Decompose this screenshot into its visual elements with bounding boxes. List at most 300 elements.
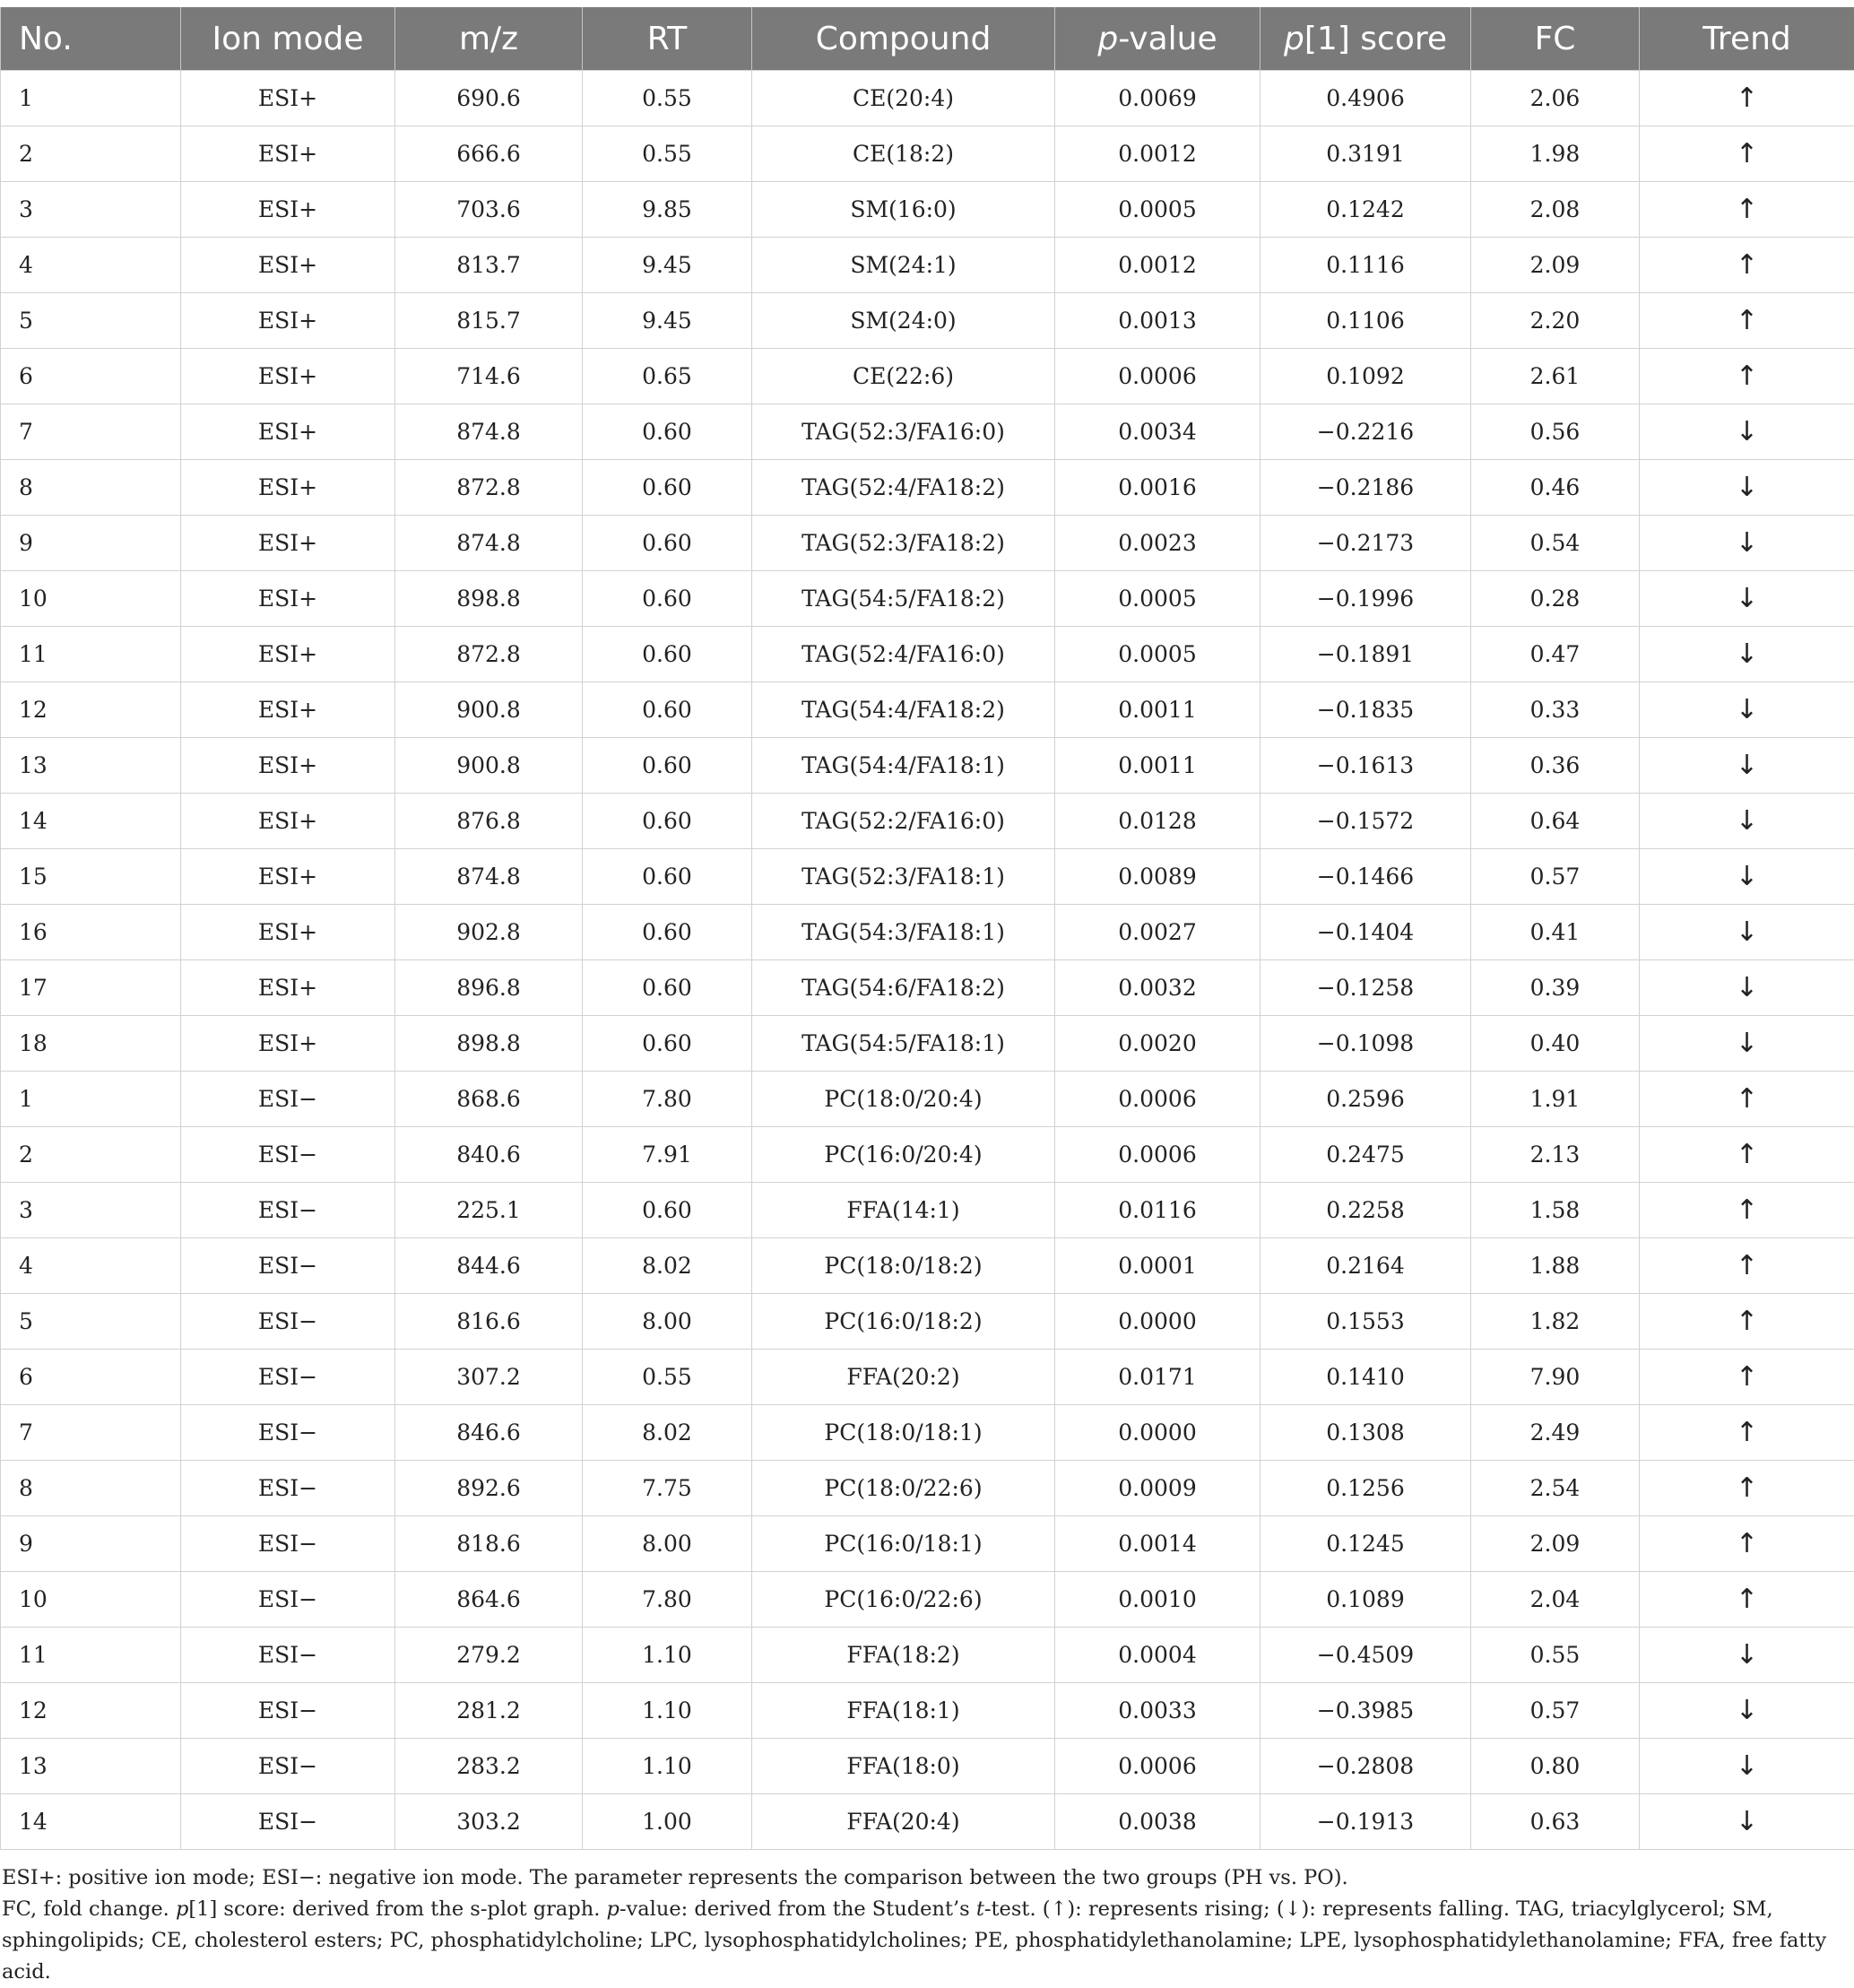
cell-p-value: 0.0004 [1055, 1628, 1261, 1683]
cell-ion-mode: ESI+ [181, 460, 395, 516]
cell-trend: ↓ [1640, 849, 1854, 905]
cell-p-value: 0.0116 [1055, 1183, 1261, 1238]
cell-fc: 2.61 [1471, 349, 1640, 404]
cell-fc: 2.08 [1471, 182, 1640, 238]
cell-no: 14 [1, 794, 181, 849]
table-row [1, 182, 1854, 238]
cell-p1-score: −0.2808 [1261, 1739, 1471, 1794]
col-header-compound: Compound [752, 7, 1055, 71]
cell-ion-mode: ESI− [181, 1572, 395, 1628]
cell-p1-score: −0.4509 [1261, 1628, 1471, 1683]
cell-fc: 0.64 [1471, 794, 1640, 849]
table-row [1, 71, 1854, 126]
cell-mz: 690.6 [395, 71, 583, 126]
cell-mz: 898.8 [395, 571, 583, 627]
cell-compound: TAG(54:5/FA18:2) [752, 571, 1055, 627]
cell-no: 17 [1, 960, 181, 1016]
cell-rt: 9.45 [583, 238, 752, 293]
col-header-rt: RT [583, 7, 752, 71]
table-row [1, 794, 1854, 849]
cell-no: 5 [1, 293, 181, 349]
cell-rt: 8.02 [583, 1405, 752, 1461]
footnote-text: [1] score: derived from the s-plot graph. [188, 1897, 606, 1921]
cell-compound: TAG(52:4/FA18:2) [752, 460, 1055, 516]
cell-ion-mode: ESI− [181, 1683, 395, 1739]
cell-rt: 0.65 [583, 349, 752, 404]
p-italic: p [1097, 21, 1118, 57]
footnote-text: -test. (↑): represents rising; (↓): represents falling. TAG, triacylglycerol; SM, sphingolipids; CE, cholesterol esters; PC, phosphatidylcholine; LPC, lysophosphatidylcholines; PE, phosphatidylethanolamine; LPE, lysophosphatidylethanolamine; FFA, free fatty acid. [2, 1897, 1826, 1984]
cell-ion-mode: ESI+ [181, 293, 395, 349]
cell-p1-score: 0.3191 [1261, 126, 1471, 182]
cell-mz: 896.8 [395, 960, 583, 1016]
cell-p-value: 0.0005 [1055, 627, 1261, 682]
cell-rt: 0.60 [583, 1183, 752, 1238]
cell-mz: 898.8 [395, 1016, 583, 1072]
cell-trend: ↓ [1640, 738, 1854, 794]
cell-mz: 703.6 [395, 182, 583, 238]
cell-fc: 0.55 [1471, 1628, 1640, 1683]
cell-fc: 2.06 [1471, 71, 1640, 126]
cell-mz: 902.8 [395, 905, 583, 960]
cell-p-value: 0.0128 [1055, 794, 1261, 849]
cell-compound: CE(18:2) [752, 126, 1055, 182]
table-row [1, 849, 1854, 905]
cell-ion-mode: ESI+ [181, 71, 395, 126]
cell-mz: 840.6 [395, 1127, 583, 1183]
col-header-mz: m/z [395, 7, 583, 71]
cell-trend: ↓ [1640, 1016, 1854, 1072]
cell-fc: 0.56 [1471, 404, 1640, 460]
table-row [1, 349, 1854, 404]
lipid-table [0, 7, 1854, 1850]
table-row [1, 460, 1854, 516]
cell-p-value: 0.0027 [1055, 905, 1261, 960]
cell-no: 3 [1, 1183, 181, 1238]
cell-compound: CE(22:6) [752, 349, 1055, 404]
table-header [1, 7, 1854, 71]
cell-p1-score: −0.1835 [1261, 682, 1471, 738]
cell-fc: 1.88 [1471, 1238, 1640, 1294]
cell-rt: 0.60 [583, 404, 752, 460]
cell-no: 3 [1, 182, 181, 238]
cell-trend: ↑ [1640, 1238, 1854, 1294]
cell-trend: ↑ [1640, 1572, 1854, 1628]
cell-compound: PC(18:0/18:1) [752, 1405, 1055, 1461]
cell-no: 1 [1, 71, 181, 126]
cell-compound: TAG(52:2/FA16:0) [752, 794, 1055, 849]
cell-fc: 0.57 [1471, 849, 1640, 905]
cell-compound: PC(16:0/18:2) [752, 1294, 1055, 1350]
cell-compound: FFA(14:1) [752, 1183, 1055, 1238]
cell-trend: ↑ [1640, 1183, 1854, 1238]
cell-ion-mode: ESI− [181, 1183, 395, 1238]
col-header-trend: Trend [1640, 7, 1854, 71]
cell-ion-mode: ESI− [181, 1350, 395, 1405]
footnote-text: FC, fold change. [2, 1897, 176, 1921]
cell-fc: 0.47 [1471, 627, 1640, 682]
cell-rt: 0.60 [583, 738, 752, 794]
cell-trend: ↑ [1640, 71, 1854, 126]
cell-no: 15 [1, 849, 181, 905]
cell-fc: 0.41 [1471, 905, 1640, 960]
cell-p-value: 0.0012 [1055, 238, 1261, 293]
table-row [1, 905, 1854, 960]
cell-ion-mode: ESI− [181, 1516, 395, 1572]
cell-no: 7 [1, 404, 181, 460]
cell-no: 13 [1, 738, 181, 794]
cell-rt: 0.60 [583, 571, 752, 627]
cell-mz: 846.6 [395, 1405, 583, 1461]
cell-mz: 816.6 [395, 1294, 583, 1350]
cell-rt: 1.10 [583, 1739, 752, 1794]
cell-rt: 0.60 [583, 960, 752, 1016]
cell-p-value: 0.0005 [1055, 571, 1261, 627]
cell-p-value: 0.0013 [1055, 293, 1261, 349]
p-value-rest: -value [1118, 21, 1217, 57]
cell-mz: 666.6 [395, 126, 583, 182]
cell-compound: PC(18:0/20:4) [752, 1072, 1055, 1127]
cell-rt: 0.60 [583, 794, 752, 849]
cell-trend: ↓ [1640, 571, 1854, 627]
cell-no: 1 [1, 1072, 181, 1127]
cell-compound: FFA(20:4) [752, 1794, 1055, 1850]
cell-p1-score: 0.1106 [1261, 293, 1471, 349]
table-row [1, 1350, 1854, 1405]
cell-p-value: 0.0032 [1055, 960, 1261, 1016]
p1-score-rest: [1] score [1304, 21, 1447, 57]
cell-fc: 0.36 [1471, 738, 1640, 794]
cell-rt: 8.00 [583, 1516, 752, 1572]
cell-p1-score: 0.1245 [1261, 1516, 1471, 1572]
cell-p1-score: 0.1242 [1261, 182, 1471, 238]
cell-compound: TAG(54:3/FA18:1) [752, 905, 1055, 960]
cell-p-value: 0.0020 [1055, 1016, 1261, 1072]
table-row [1, 1294, 1854, 1350]
cell-ion-mode: ESI+ [181, 794, 395, 849]
table-row [1, 1739, 1854, 1794]
cell-p-value: 0.0034 [1055, 404, 1261, 460]
cell-trend: ↓ [1640, 1683, 1854, 1739]
cell-ion-mode: ESI− [181, 1405, 395, 1461]
cell-ion-mode: ESI+ [181, 849, 395, 905]
table-row [1, 238, 1854, 293]
cell-mz: 874.8 [395, 849, 583, 905]
cell-no: 10 [1, 571, 181, 627]
cell-trend: ↓ [1640, 794, 1854, 849]
cell-p1-score: −0.1891 [1261, 627, 1471, 682]
cell-rt: 0.60 [583, 849, 752, 905]
cell-trend: ↓ [1640, 460, 1854, 516]
table-row [1, 1127, 1854, 1183]
cell-p-value: 0.0011 [1055, 738, 1261, 794]
table-row [1, 1572, 1854, 1628]
cell-p-value: 0.0016 [1055, 460, 1261, 516]
cell-ion-mode: ESI+ [181, 1016, 395, 1072]
table-row [1, 1794, 1854, 1850]
cell-fc: 7.90 [1471, 1350, 1640, 1405]
cell-fc: 2.20 [1471, 293, 1640, 349]
cell-no: 11 [1, 1628, 181, 1683]
p1-italic: p [1284, 21, 1304, 57]
cell-rt: 7.80 [583, 1572, 752, 1628]
cell-fc: 2.49 [1471, 1405, 1640, 1461]
cell-ion-mode: ESI+ [181, 126, 395, 182]
cell-no: 12 [1, 1683, 181, 1739]
cell-rt: 0.55 [583, 71, 752, 126]
table-row [1, 516, 1854, 571]
cell-p1-score: −0.1466 [1261, 849, 1471, 905]
cell-ion-mode: ESI+ [181, 404, 395, 460]
cell-p1-score: 0.1092 [1261, 349, 1471, 404]
cell-fc: 1.58 [1471, 1183, 1640, 1238]
cell-rt: 7.75 [583, 1461, 752, 1516]
table-row [1, 293, 1854, 349]
cell-p1-score: 0.1089 [1261, 1572, 1471, 1628]
cell-trend: ↓ [1640, 404, 1854, 460]
cell-rt: 1.10 [583, 1683, 752, 1739]
cell-compound: TAG(52:4/FA16:0) [752, 627, 1055, 682]
cell-mz: 874.8 [395, 404, 583, 460]
cell-mz: 307.2 [395, 1350, 583, 1405]
cell-rt: 9.85 [583, 182, 752, 238]
cell-p-value: 0.0006 [1055, 1072, 1261, 1127]
cell-p-value: 0.0001 [1055, 1238, 1261, 1294]
table-row [1, 1516, 1854, 1572]
cell-rt: 0.60 [583, 627, 752, 682]
cell-rt: 8.00 [583, 1294, 752, 1350]
cell-fc: 1.82 [1471, 1294, 1640, 1350]
cell-p1-score: 0.1308 [1261, 1405, 1471, 1461]
cell-trend: ↓ [1640, 516, 1854, 571]
cell-rt: 0.60 [583, 1016, 752, 1072]
cell-p1-score: 0.1553 [1261, 1294, 1471, 1350]
cell-compound: TAG(52:3/FA18:1) [752, 849, 1055, 905]
cell-p1-score: 0.2596 [1261, 1072, 1471, 1127]
cell-p1-score: −0.1098 [1261, 1016, 1471, 1072]
cell-mz: 874.8 [395, 516, 583, 571]
cell-p1-score: −0.3985 [1261, 1683, 1471, 1739]
table-row [1, 960, 1854, 1016]
cell-no: 9 [1, 1516, 181, 1572]
table-row [1, 1072, 1854, 1127]
cell-fc: 2.09 [1471, 1516, 1640, 1572]
cell-no: 12 [1, 682, 181, 738]
cell-compound: TAG(54:5/FA18:1) [752, 1016, 1055, 1072]
cell-rt: 8.02 [583, 1238, 752, 1294]
col-header-p-value [1055, 7, 1261, 71]
cell-no: 4 [1, 1238, 181, 1294]
footnote-italic: p [176, 1897, 188, 1921]
cell-mz: 872.8 [395, 460, 583, 516]
cell-rt: 1.00 [583, 1794, 752, 1850]
cell-no: 10 [1, 1572, 181, 1628]
cell-mz: 900.8 [395, 682, 583, 738]
cell-ion-mode: ESI− [181, 1739, 395, 1794]
cell-fc: 0.63 [1471, 1794, 1640, 1850]
header-row [1, 7, 1854, 71]
cell-p1-score: 0.4906 [1261, 71, 1471, 126]
cell-compound: FFA(18:2) [752, 1628, 1055, 1683]
cell-compound: SM(16:0) [752, 182, 1055, 238]
cell-mz: 892.6 [395, 1461, 583, 1516]
cell-trend: ↑ [1640, 293, 1854, 349]
cell-rt: 7.80 [583, 1072, 752, 1127]
cell-trend: ↓ [1640, 1628, 1854, 1683]
col-header-ion-mode: Ion mode [181, 7, 395, 71]
cell-p-value: 0.0069 [1055, 71, 1261, 126]
table-row [1, 1016, 1854, 1072]
cell-compound: TAG(52:3/FA18:2) [752, 516, 1055, 571]
cell-ion-mode: ESI+ [181, 905, 395, 960]
cell-p1-score: 0.2475 [1261, 1127, 1471, 1183]
cell-mz: 815.7 [395, 293, 583, 349]
cell-ion-mode: ESI+ [181, 182, 395, 238]
table-row [1, 738, 1854, 794]
cell-fc: 2.09 [1471, 238, 1640, 293]
cell-trend: ↑ [1640, 349, 1854, 404]
cell-ion-mode: ESI− [181, 1794, 395, 1850]
cell-compound: CE(20:4) [752, 71, 1055, 126]
cell-mz: 864.6 [395, 1572, 583, 1628]
cell-trend: ↓ [1640, 905, 1854, 960]
cell-no: 2 [1, 1127, 181, 1183]
cell-mz: 283.2 [395, 1739, 583, 1794]
table-row [1, 126, 1854, 182]
cell-p1-score: −0.1572 [1261, 794, 1471, 849]
cell-no: 5 [1, 1294, 181, 1350]
cell-ion-mode: ESI+ [181, 627, 395, 682]
cell-mz: 900.8 [395, 738, 583, 794]
cell-ion-mode: ESI− [181, 1628, 395, 1683]
cell-p-value: 0.0006 [1055, 1127, 1261, 1183]
cell-trend: ↑ [1640, 1350, 1854, 1405]
footnote-ion-modes: ESI+: positive ion mode; ESI−: negative ion mode. The parameter represents the comparison between the two groups (PH vs. PO). [2, 1862, 1854, 1894]
footnote-italic: p [607, 1897, 619, 1921]
cell-trend: ↓ [1640, 1739, 1854, 1794]
cell-rt: 0.60 [583, 682, 752, 738]
table-row [1, 1628, 1854, 1683]
cell-compound: TAG(54:4/FA18:1) [752, 738, 1055, 794]
cell-ion-mode: ESI+ [181, 738, 395, 794]
cell-no: 9 [1, 516, 181, 571]
cell-no: 8 [1, 460, 181, 516]
cell-trend: ↑ [1640, 1405, 1854, 1461]
cell-mz: 813.7 [395, 238, 583, 293]
cell-no: 16 [1, 905, 181, 960]
cell-rt: 9.45 [583, 293, 752, 349]
cell-fc: 0.28 [1471, 571, 1640, 627]
cell-p1-score: −0.2216 [1261, 404, 1471, 460]
cell-rt: 0.60 [583, 905, 752, 960]
cell-p1-score: −0.1996 [1261, 571, 1471, 627]
cell-p-value: 0.0000 [1055, 1405, 1261, 1461]
cell-compound: FFA(20:2) [752, 1350, 1055, 1405]
cell-ion-mode: ESI+ [181, 682, 395, 738]
cell-ion-mode: ESI− [181, 1072, 395, 1127]
cell-rt: 0.60 [583, 516, 752, 571]
cell-ion-mode: ESI+ [181, 960, 395, 1016]
cell-compound: TAG(54:6/FA18:2) [752, 960, 1055, 1016]
cell-ion-mode: ESI+ [181, 571, 395, 627]
cell-p-value: 0.0012 [1055, 126, 1261, 182]
table-row [1, 1683, 1854, 1739]
cell-p1-score: −0.2186 [1261, 460, 1471, 516]
cell-p1-score: 0.2258 [1261, 1183, 1471, 1238]
cell-trend: ↑ [1640, 1294, 1854, 1350]
cell-p1-score: −0.2173 [1261, 516, 1471, 571]
cell-trend: ↑ [1640, 1461, 1854, 1516]
cell-mz: 818.6 [395, 1516, 583, 1572]
cell-no: 2 [1, 126, 181, 182]
cell-compound: TAG(54:4/FA18:2) [752, 682, 1055, 738]
cell-ion-mode: ESI− [181, 1294, 395, 1350]
cell-rt: 0.60 [583, 460, 752, 516]
footnote-text: -value: derived from the Student’s [619, 1897, 976, 1921]
cell-mz: 876.8 [395, 794, 583, 849]
cell-no: 6 [1, 349, 181, 404]
table-row [1, 571, 1854, 627]
cell-fc: 2.04 [1471, 1572, 1640, 1628]
col-header-fc: FC [1471, 7, 1640, 71]
cell-mz: 868.6 [395, 1072, 583, 1127]
cell-trend: ↓ [1640, 1794, 1854, 1850]
cell-rt: 0.55 [583, 1350, 752, 1405]
table-row [1, 682, 1854, 738]
cell-p-value: 0.0023 [1055, 516, 1261, 571]
cell-compound: PC(16:0/22:6) [752, 1572, 1055, 1628]
cell-p1-score: 0.1256 [1261, 1461, 1471, 1516]
table-container [0, 7, 1854, 1988]
cell-fc: 0.46 [1471, 460, 1640, 516]
cell-rt: 7.91 [583, 1127, 752, 1183]
table-row [1, 1238, 1854, 1294]
col-header-p1-score [1261, 7, 1471, 71]
cell-ion-mode: ESI+ [181, 349, 395, 404]
cell-compound: SM(24:0) [752, 293, 1055, 349]
cell-trend: ↑ [1640, 238, 1854, 293]
cell-p1-score: −0.1613 [1261, 738, 1471, 794]
table-row [1, 627, 1854, 682]
cell-trend: ↑ [1640, 1516, 1854, 1572]
cell-p-value: 0.0009 [1055, 1461, 1261, 1516]
table-body [1, 71, 1854, 1850]
cell-p-value: 0.0005 [1055, 182, 1261, 238]
cell-compound: FFA(18:0) [752, 1739, 1055, 1794]
cell-p-value: 0.0011 [1055, 682, 1261, 738]
cell-fc: 1.98 [1471, 126, 1640, 182]
cell-trend: ↓ [1640, 682, 1854, 738]
cell-fc: 0.57 [1471, 1683, 1640, 1739]
cell-no: 7 [1, 1405, 181, 1461]
cell-no: 11 [1, 627, 181, 682]
cell-p-value: 0.0038 [1055, 1794, 1261, 1850]
cell-fc: 0.33 [1471, 682, 1640, 738]
cell-p1-score: 0.1410 [1261, 1350, 1471, 1405]
cell-p-value: 0.0033 [1055, 1683, 1261, 1739]
cell-compound: FFA(18:1) [752, 1683, 1055, 1739]
cell-compound: PC(16:0/18:1) [752, 1516, 1055, 1572]
cell-no: 18 [1, 1016, 181, 1072]
cell-compound: TAG(52:3/FA16:0) [752, 404, 1055, 460]
cell-fc: 0.54 [1471, 516, 1640, 571]
cell-rt: 0.55 [583, 126, 752, 182]
cell-ion-mode: ESI− [181, 1127, 395, 1183]
cell-no: 6 [1, 1350, 181, 1405]
cell-p-value: 0.0000 [1055, 1294, 1261, 1350]
cell-compound: SM(24:1) [752, 238, 1055, 293]
cell-compound: PC(16:0/20:4) [752, 1127, 1055, 1183]
cell-fc: 0.40 [1471, 1016, 1640, 1072]
